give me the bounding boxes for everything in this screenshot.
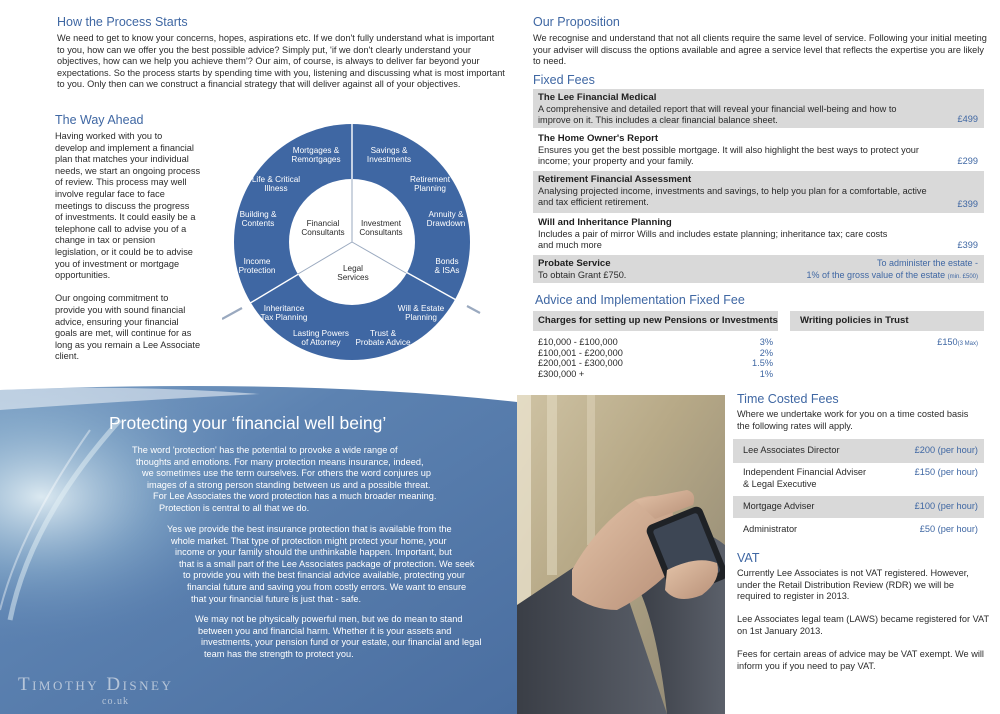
wheel-label-bonds: Bonds & ISAs [434, 257, 460, 275]
time-costed-title: Time Costed Fees [737, 392, 839, 406]
wheel-divider-extension [467, 306, 480, 313]
wheel-label-lpa: Lasting Powers of Attorney [293, 329, 349, 347]
band-row: £10,000 - £100,000 3% [538, 337, 773, 347]
process-text: We need to get to know your concerns, hopes, aspirations etc. If we don't fully understand what is important to you, how can we offer you the best possible advice? Simply put, 'if we don't clearly understand your objectives, how can we help you achieve them'? Our aim, of course, is always to deliver far beyond your expectations. So the process starts by spending time with you, listening and discussing what is most important to you. Only then can we construct a financial strategy that will deliver against all of your objectives. [57, 33, 505, 90]
wheel-label-savings: Savings & Investments [366, 146, 412, 164]
fixed-fees-title: Fixed Fees [533, 73, 595, 87]
wheel-label-income: Income Protection [238, 257, 276, 275]
vat-title: VAT [737, 551, 760, 565]
fee-price: £299 [957, 155, 978, 166]
rate-value: £200 (per hour) [914, 445, 978, 455]
proposition-title: Our Proposition [533, 15, 620, 29]
probate-price: To administer the estate - 1% of the gross value of the estate (min. £500) [806, 258, 978, 280]
process-title: How the Process Starts [57, 15, 188, 29]
wheel-label-annuity: Annuity & Drawdown [426, 210, 466, 228]
fee-row-wills: Will and Inheritance Planning Includes a pair of mirror Wills and includes estate planning; inheritance tax; care costs and much more £399 [538, 217, 978, 250]
fee-row-probate: Probate Service To obtain Grant £750. To administer the estate - 1% of the gross value of the estate (min. £500) [533, 255, 984, 283]
rate-value: £50 (per hour) [919, 524, 978, 534]
fee-row-home-owner: The Home Owner's Report Ensures you get the best possible mortgage. It will also highlight the best ways to protect your income; your property and your family. £299 [538, 133, 978, 166]
wheel-label-inheritance: Inheritance Tax Planning [260, 304, 308, 322]
protection-para-2: Yes we provide the best insurance protection that is available from the whole market. That type of protection might protect your home, your income or your family should the unthinkable happen. Important, but that is a small part of the Lee Associates package of protection. We seek to provide you with the best financial advice available, protecting your financial future and saving you from costly errors. We want to ensure that your financial future is just that - safe. [167, 524, 475, 604]
fee-price: £499 [957, 113, 978, 124]
photographer-watermark: Timothy Disney [18, 674, 174, 695]
trust-header: Writing policies in Trust [790, 311, 984, 331]
rate-row-administrator: Administrator £50 (per hour) [743, 524, 978, 534]
smartphone-hand-photo [517, 395, 725, 714]
fee-price: £399 [957, 198, 978, 209]
wheel-label-trust: Trust & Probate Advice [355, 329, 411, 347]
protection-para-3: We may not be physically powerful men, but we do mean to stand between you and financial harm. Whether it is your assets and investments, your pension fund or your estate, our financial and legal team has the strength to protect you. [195, 614, 482, 659]
services-wheel [222, 112, 482, 372]
wheel-inner-financial: Financial Consultants [301, 219, 345, 237]
advice-title: Advice and Implementation Fixed Fee [535, 293, 745, 307]
photographer-watermark-domain: co.uk [102, 696, 129, 707]
rate-value: £100 (per hour) [914, 501, 978, 511]
fee-row-financial-medical: The Lee Financial Medical A comprehensive and detailed report that will reveal your financial well-being and how to improve on it. This includes a clear financial balance sheet. £499 [533, 89, 984, 128]
trust-price: £150(3 Max) [937, 337, 978, 347]
light-streak-decoration [0, 420, 130, 630]
band-row: £200,001 - £300,000 1.5% [538, 358, 773, 368]
wheel-label-mortgages: Mortgages & Remortgages [291, 146, 341, 164]
rate-row-director: Lee Associates Director £200 (per hour) [733, 439, 984, 463]
way-ahead-text: Having worked with you to develop and implement a financial plan that matches your individual needs, we start an ongoing process of review. This process may well involve regular face to face meetings to discuss the progress of investments. It could easily be a telephone call to advise you of a change in tax or pension legislation, or it could be to advise you of investment or mortgage opportunities. Our ongoing commitment to provide you with sound financial advice, ensuring your financial goals are met, will continue for as long as you remain a Lee Associate client. [55, 131, 201, 362]
way-ahead-title: The Way Ahead [55, 113, 144, 127]
proposition-text: We recognise and understand that not all clients require the same level of service. Following your initial meeting your adviser will discuss the options available and agree a service level that reflects the expertise you are likely to need. [533, 33, 987, 67]
wheel-label-retirement: Retirement Planning [409, 175, 451, 193]
pensions-header: Charges for setting up new Pensions or Investments [533, 311, 778, 331]
rate-row-ifa: Independent Financial Adviser & Legal Executive £150 (per hour) [743, 467, 978, 489]
pension-bands [538, 337, 773, 379]
wheel-label-wills: Will & Estate Planning [397, 304, 445, 322]
protection-para-1: The word 'protection' has the potential to provoke a wide range of thoughts and emotions. For many protection means insurance, indeed, we sometimes use the term ourselves. For others the word conjures up images of a strong person standing between us and a possible threat. For Lee Associates the word protection has a much broader meaning. Protection is central to all that we do. [132, 445, 437, 513]
band-row: £300,000 + 1% [538, 368, 773, 379]
fee-price: £399 [957, 239, 978, 250]
wheel-divider-extension [222, 308, 242, 319]
band-row: £100,001 - £200,000 2% [538, 347, 773, 358]
wheel-label-building: Building & Contents [239, 210, 277, 228]
wheel-label-life: Life & Critical Illness [251, 175, 301, 193]
rate-value: £150 (per hour) [914, 467, 978, 477]
wheel-inner-investment: Investment Consultants [359, 219, 403, 237]
fee-row-retirement: Retirement Financial Assessment Analysing projected income, investments and savings, to help you plan for a comfortable, active and tax efficient retirement. £399 [533, 171, 984, 213]
vat-text: Currently Lee Associates is not VAT registered. However, under the Retail Distribution Review (RDR) we will be required to register in 2013. Lee Associates legal team (LAWS) became registered for VAT on 1st January 2013. Fees for certain areas of advice may be VAT exempt. We will inform you if you need to pay VAT. [737, 568, 990, 671]
protection-title: Protecting your ‘financial well being’ [109, 413, 387, 433]
time-costed-intro: Where we undertake work for you on a time costed basis the following rates will apply. [737, 409, 969, 431]
rate-row-mortgage: Mortgage Adviser £100 (per hour) [733, 496, 984, 518]
wheel-inner-legal: Legal Services [337, 264, 369, 282]
